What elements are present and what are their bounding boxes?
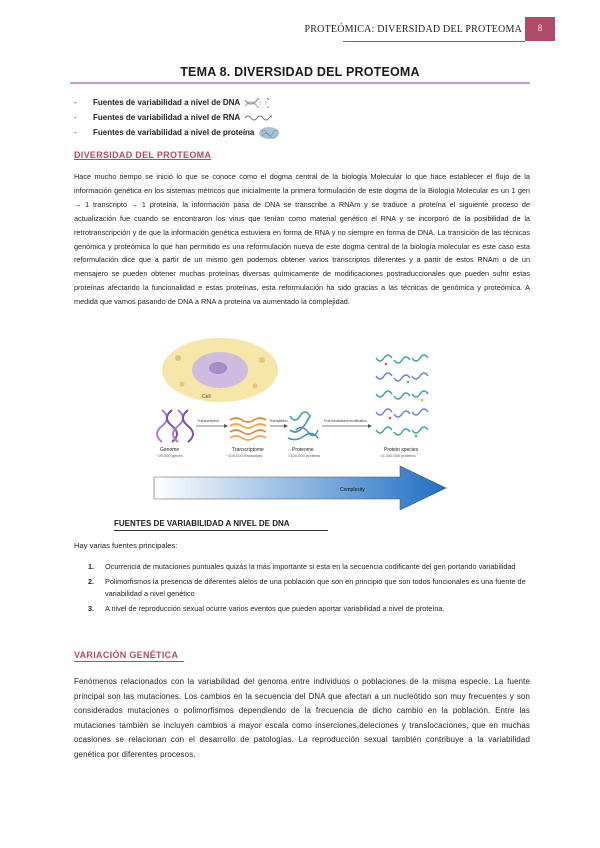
- bullet-item-rna: [74, 110, 280, 125]
- genome-count: ~25,000 genes: [156, 453, 183, 458]
- section-paragraph-variacion: Fenómenos relacionados con la variabilidad del genoma entre individuos o poblaciones de la misma especie. La fuente principal son las mutaciones. Los cambios en la secuencia del DNA que afectan a un nucleótido son muy frecuentes y son considerados mutaciones o polimorfismos dependiendo de la frecuencia de dicho cambio en la población. Entre las mutaciones también se incluyen cambios a mayor escala como inserciones,deleciones y translocaciones, que en muchas ocasiones se relacionan con el desarrollo de patologías. La reproducción sexual también contribuye a la variabilidad genética por diferentes procesos.: [74, 677, 530, 759]
- process-arrows: [196, 424, 372, 428]
- section-heading-fuentes-dna: FUENTES DE VARIABILIDAD A NIVEL DE DNA: [114, 519, 290, 528]
- title-divider: [70, 82, 530, 84]
- complexity-label: Complexity: [340, 487, 365, 493]
- proteome-structures: [288, 412, 318, 440]
- central-dogma-figure: [150, 338, 450, 510]
- list-text: Ocurrencia de mutaciones puntuales quizás la más importante si esta en la secuencia codificante del gen portando variabilidad: [105, 562, 516, 571]
- list-text: Polimorfismos la presencia de diferentes alelos de una población que son en principio que son todos funcionales es una fuente de variabilidad a nivel genético: [105, 577, 526, 598]
- fuentes-intro: Hay varias fuentes principales:: [74, 541, 178, 550]
- fuentes-ordered-list: [88, 561, 528, 618]
- transcriptome-strands: [230, 418, 266, 440]
- bullet-item-protein: [74, 125, 280, 140]
- species-count: >1,000,000 proteins: [380, 453, 416, 458]
- list-number: 1.: [88, 562, 95, 571]
- proteome-count: >100,000 proteins: [288, 453, 321, 458]
- proteome-label: Proteome: [292, 447, 314, 453]
- dna-helix-icon: [244, 98, 270, 108]
- header-divider: [343, 41, 525, 42]
- rna-wave-icon: [244, 114, 272, 122]
- translation-label: Translation: [269, 419, 288, 423]
- list-item: [88, 561, 528, 573]
- species-label: Protein species: [384, 447, 419, 453]
- ptm-label: Post-translational modification: [324, 419, 367, 423]
- list-item: [88, 603, 528, 615]
- bullet-label: Fuentes de variabilidad a nivel de RNA: [93, 113, 241, 122]
- section-underline: [74, 661, 184, 662]
- protein-species-grid: [376, 355, 428, 437]
- bullet-item-dna: [74, 95, 280, 110]
- bullet-label: Fuentes de variabilidad a nivel de DNA: [93, 98, 241, 107]
- list-text: A nivel de reproducción sexual ocurre varios eventos que pueden aportar variabilidad a nivel de proteína.: [105, 604, 445, 613]
- page-number-badge: 8: [525, 17, 555, 41]
- genome-dna-helix: [157, 410, 193, 442]
- transcription-label: Transcription: [197, 419, 219, 423]
- protein-blob-icon: [258, 126, 280, 140]
- page-title: TEMA 8. DIVERSIDAD DEL PROTEOMA: [180, 65, 420, 79]
- list-number: 2.: [88, 577, 95, 586]
- section-paragraph-diversidad: Hace mucho tiempo se inició lo que se conoce como el dogma central de la biología Molecular lo que hace establecer el flujo de la información genética en los sistemas métricos que inicialmente la primera formulación de este dogma de la Biología Molecular es un 1 gen → 1 transcripto → 1 proteína, la información pasa de DNA se transcribe a RNAm y se traduce a proteína el siguiente proceso de actualización fue cuando se encontraron los virus que tenían como material genético el RNA y se incorporó de la posibilidad de la retrotranscripción y de que la información genética estuviera en forma de RNA y no siempre en forma de DNA. La transición de las técnicas genómica y proteómica lo que han permitido es una reformulación nueva de este dogma central de la biología molecular es este caso esta reformulación dice que a partir de un mismo gen podemos obtener varios transcriptos diferentes y a partir de estos RNAm o de un mensajero se pueden obtener muchas proteínas diversas químicamente de modificaciones postraduccionales que pueden sufrir estas proteínas afectando la funcionalidad e estas proteínas, esta reformulación ha sido gracias a las técnicas de genómica y proteómica. A medida que vamos pasando de DNA a RNA a proteína va aumentado la complejidad.: [74, 172, 530, 307]
- bullet-dash: -: [74, 128, 77, 137]
- section-heading-diversidad: DIVERSIDAD DEL PROTEOMA: [74, 150, 212, 160]
- list-number: 3.: [88, 604, 95, 613]
- transcriptome-label: Transcriptome: [232, 447, 264, 453]
- cell-illustration: [162, 338, 278, 402]
- complexity-arrow: [154, 466, 446, 510]
- running-header: PROTEÓMICA: DIVERSIDAD DEL PROTEOMA: [304, 24, 522, 35]
- bullet-label: Fuentes de variabilidad a nivel de proteína: [93, 128, 255, 137]
- genome-label: Genome: [160, 447, 180, 453]
- cell-label: Cell: [202, 394, 211, 400]
- section-underline: [114, 530, 328, 531]
- bullet-dash: -: [74, 113, 77, 122]
- bullet-dash: -: [74, 98, 77, 107]
- transcriptome-count: ~100,000 transcripts: [226, 453, 263, 458]
- section-heading-variacion: VARIACIÓN GENÉTICA: [74, 650, 179, 660]
- topic-bullet-list: [74, 95, 280, 140]
- list-item: [88, 576, 528, 600]
